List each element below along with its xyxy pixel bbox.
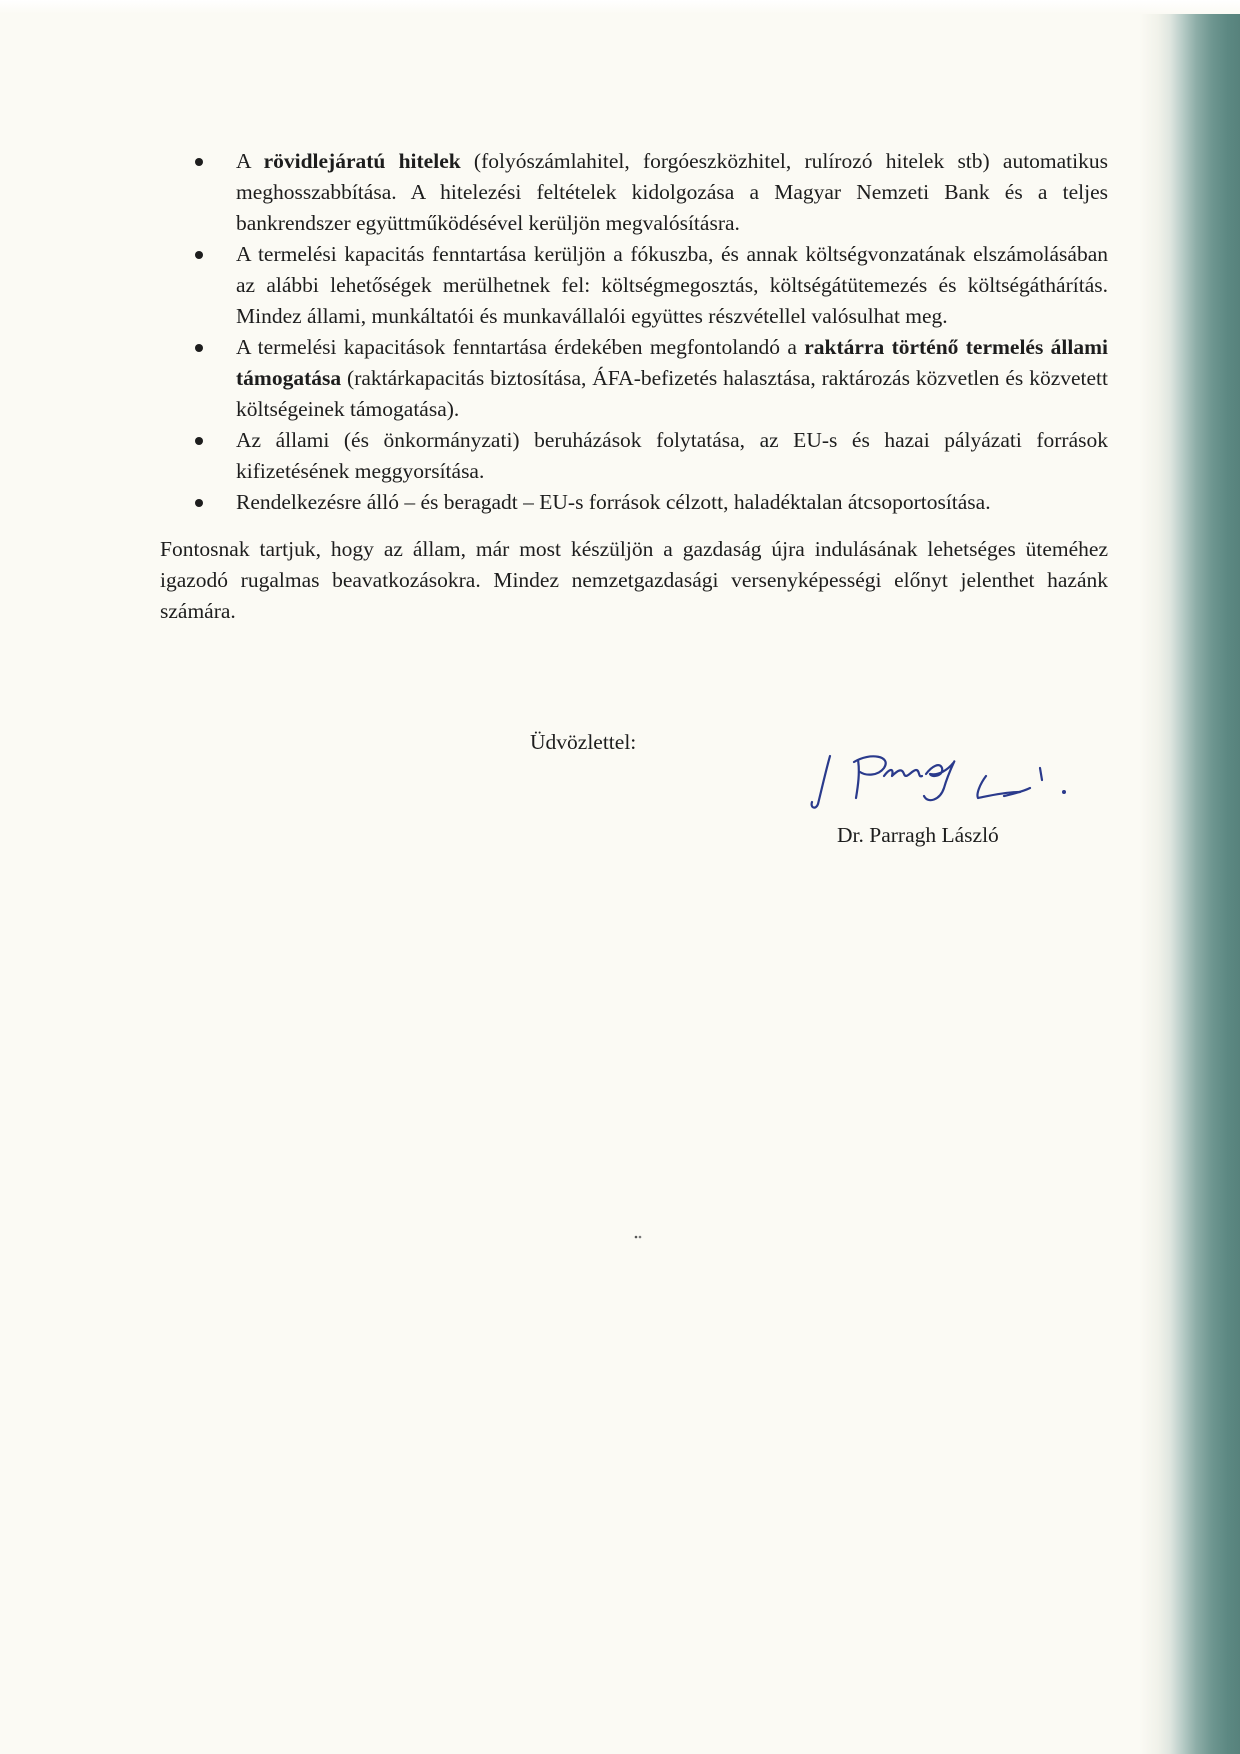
bullet-dot-icon [195,437,203,445]
bullet-list [160,146,1108,518]
bullet-text-part: A [236,149,264,173]
bullet-text-bold: raktárra történő termelés állami támogatása [236,335,1108,390]
bullet-text-part: Rendelkezésre álló – és beragadt – EU-s források célzott, haladéktalan átcsoportosítása. [236,490,991,514]
bullet-dot-icon [195,499,203,507]
bullet-item [160,425,1108,487]
signer-name: Dr. Parragh László [837,823,999,847]
bullet-dot-icon [195,158,203,166]
bullet-text-part: A termelési kapacitások fenntartása érdekében megfontolandó a [236,335,805,359]
handwritten-signature [808,748,1098,818]
bullet-text-part: A termelési kapacitás fenntartása kerüljön a fókuszba, és annak költségvonzatának elszámolásában az alábbi lehetőségek merülhetnek fel: költségmegosztás, költségátütemezés és költségáthárítás. Mindez állami, munkáltatói és munkavállalói együttes részvétellel valósulhat meg. [236,242,1108,328]
bullet-text-part: (raktárkapacitás biztosítása, ÁFA-befizetés halasztása, raktározás közvetlen és közvetett költségeinek támogatása). [236,366,1108,421]
bullet-item [160,487,1108,518]
paper-top-edge [0,0,1240,14]
bullet-item [160,332,1108,425]
letter-body [160,146,1108,627]
greeting: Üdvözlettel: [530,730,637,754]
paper-speck [633,1234,643,1240]
bullet-dot-icon [195,344,203,352]
bullet-item [160,239,1108,332]
bullet-item [160,146,1108,239]
bullet-text-part: Az állami (és önkormányzati) beruházások folytatása, az EU-s és hazai pályázati források kifizetésének meggyorsítása. [236,428,1108,483]
bullet-text-bold: rövidlejáratú hitelek [263,149,461,173]
bullet-dot-icon [195,251,203,259]
closing-paragraph: Fontosnak tartjuk, hogy az állam, már most készüljön a gazdaság újra indulásának lehetséges üteméhez igazodó rugalmas beavatkozásokra. Mindez nemzetgazdasági versenyképességi előnyt jelenthet hazánk számára. [160,537,1108,623]
bullet-text-part: (folyószámlahitel, forgóeszközhitel, rulírozó hitelek stb) automatikus meghosszabbítása. A hitelezési feltételek kidolgozása a Magyar Nemzeti Bank és a teljes bankrendszer együttműködésével kerüljön megvalósításra. [236,149,1109,235]
